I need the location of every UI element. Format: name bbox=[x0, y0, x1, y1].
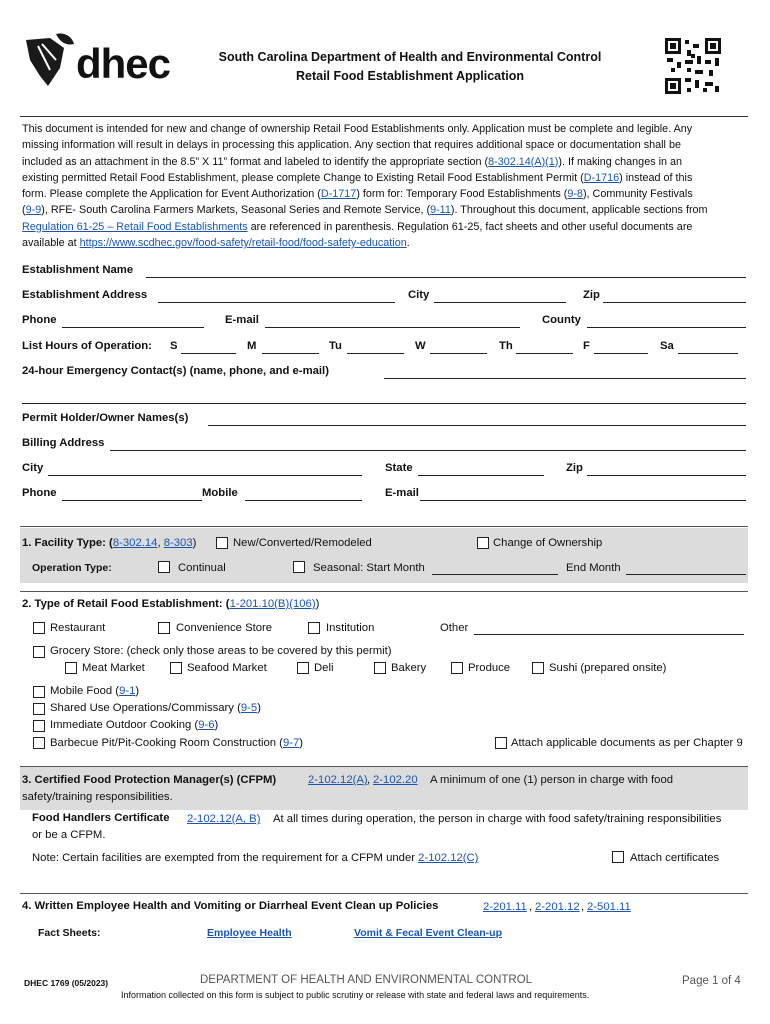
hours-wednesday-field[interactable] bbox=[430, 353, 487, 354]
label-billing-phone: Phone bbox=[22, 487, 57, 499]
deli-checkbox[interactable] bbox=[297, 662, 309, 674]
label-day-m: M bbox=[247, 340, 257, 352]
label-establishment-name: Establishment Name bbox=[22, 264, 134, 276]
label-billing-city: City bbox=[22, 462, 44, 474]
hours-tuesday-field[interactable] bbox=[347, 353, 404, 354]
footer-department: DEPARTMENT OF HEALTH AND ENVIRONMENTAL CONTROL bbox=[200, 974, 533, 986]
label-shared-use bbox=[50, 702, 261, 714]
label-emergency-contact: 24-hour Emergency Contact(s) (name, phone, and e-mail) bbox=[22, 365, 329, 377]
label-other: Other bbox=[440, 622, 469, 634]
label-zip: Zip bbox=[583, 289, 600, 301]
intro-line: This document is intended for new and change of ownership Retail Food Establishments only. Application must be complete and legible. Any bbox=[22, 123, 693, 135]
mobile-food-text: Mobile Food ( bbox=[50, 685, 120, 697]
cfpm-note-text: Note: Certain facilities are exempted from the requirement for a CFPM under bbox=[32, 852, 419, 864]
grocery-store-checkbox[interactable] bbox=[33, 646, 45, 658]
continual-checkbox[interactable] bbox=[158, 561, 170, 573]
label-day-w: W bbox=[415, 340, 426, 352]
label-email: E-mail bbox=[225, 314, 259, 326]
section-2-title bbox=[22, 598, 319, 610]
section-3-title: 3. Certified Food Protection Manager(s) (CFPM) bbox=[22, 774, 277, 786]
billing-zip-field[interactable] bbox=[587, 475, 746, 476]
section-2-divider bbox=[20, 591, 748, 592]
label-permit-holder: Permit Holder/Owner Names(s) bbox=[22, 412, 189, 424]
label-attach-chapter9: Attach applicable documents as per Chapter 9 bbox=[511, 737, 743, 749]
billing-phone-field[interactable] bbox=[62, 500, 202, 501]
billing-email-field[interactable] bbox=[420, 500, 746, 501]
label-day-sa: Sa bbox=[660, 340, 674, 352]
label-seasonal-start: Seasonal: Start Month bbox=[313, 562, 425, 574]
intro-line: missing information will result in delays in processing this application. Any section that requires additional space or documentation shall be bbox=[22, 139, 681, 152]
close-paren: ) bbox=[214, 719, 219, 731]
label-day-th: Th bbox=[499, 340, 513, 352]
section-2-title-text: 2. Type of Retail Food Establishment: ( bbox=[22, 598, 230, 610]
link-2-501-11[interactable]: 2-501.11 bbox=[587, 901, 631, 913]
close-paren: ) bbox=[135, 685, 140, 697]
label-change-ownership: Change of Ownership bbox=[493, 537, 603, 549]
intro-line: ). If making changes in an bbox=[558, 155, 683, 168]
intro-line: . bbox=[406, 237, 410, 250]
city-field[interactable] bbox=[434, 302, 566, 303]
label-attach-certificates: Attach certificates bbox=[630, 852, 720, 864]
hours-thursday-field[interactable] bbox=[516, 353, 573, 354]
link-8-303[interactable]: 8-303 bbox=[163, 537, 193, 549]
label-establishment-address: Establishment Address bbox=[22, 289, 148, 301]
logo-text: dhec bbox=[76, 40, 171, 87]
label-continual: Continual bbox=[178, 562, 226, 574]
outdoor-cooking-checkbox[interactable] bbox=[33, 720, 45, 732]
label-bakery: Bakery bbox=[391, 662, 427, 674]
change-ownership-checkbox[interactable] bbox=[477, 537, 489, 549]
emergency-contact-field-2[interactable] bbox=[22, 403, 746, 404]
link-d-1716[interactable]: D-1716 bbox=[583, 171, 620, 184]
separator: , bbox=[157, 537, 164, 549]
hours-saturday-field[interactable] bbox=[678, 353, 738, 354]
food-handlers-title: Food Handlers Certificate bbox=[32, 812, 170, 824]
qr-code bbox=[665, 38, 721, 94]
link-employee-health[interactable]: Employee Health bbox=[207, 927, 292, 939]
link-2-102-12-ab[interactable]: 2-102.12(A, B) bbox=[187, 813, 261, 825]
intro-line: ), Community Festivals bbox=[582, 188, 693, 201]
mobile-field[interactable] bbox=[245, 500, 362, 501]
outdoor-cooking-text: Immediate Outdoor Cooking ( bbox=[50, 719, 199, 731]
footer-notice: Information collected on this form is subject to public scrutiny or release with state and federal laws and requirements. bbox=[121, 990, 590, 1000]
intro-line: included as an attachment in the 8.5” X 11” format and labeled to identify the appropriate section ( bbox=[22, 155, 489, 168]
hours-friday-field[interactable] bbox=[594, 353, 648, 354]
billing-city-field[interactable] bbox=[48, 475, 362, 476]
meat-market-checkbox[interactable] bbox=[65, 662, 77, 674]
close-paren: ) bbox=[315, 598, 320, 610]
seasonal-checkbox[interactable] bbox=[293, 561, 305, 573]
emergency-contact-field[interactable] bbox=[384, 378, 746, 379]
link-1-201-10[interactable]: 1-201.10(B)(106) bbox=[229, 598, 316, 610]
attach-certificates-checkbox[interactable] bbox=[612, 851, 624, 863]
label-meat-market: Meat Market bbox=[82, 662, 145, 674]
establishment-name-field[interactable] bbox=[146, 277, 746, 278]
label-seafood-market: Seafood Market bbox=[187, 662, 267, 674]
label-phone: Phone bbox=[22, 314, 57, 326]
section-1-title-text: 1. Facility Type: ( bbox=[22, 537, 113, 549]
label-city: City bbox=[408, 289, 430, 301]
intro-line: ) form for: Temporary Food Establishments ( bbox=[356, 188, 568, 201]
link-9-9[interactable]: 9-9 bbox=[25, 204, 42, 217]
intro-line: ). Throughout this document, applicable sections from bbox=[450, 204, 708, 217]
label-hours-of-operation: List Hours of Operation: bbox=[22, 340, 152, 352]
label-new-converted: New/Converted/Remodeled bbox=[233, 537, 372, 549]
institution-checkbox[interactable] bbox=[308, 622, 320, 634]
barbecue-pit-text: Barbecue Pit/Pit-Cooking Room Construction ( bbox=[50, 737, 283, 749]
close-paren: ) bbox=[257, 702, 261, 714]
section-4-divider bbox=[20, 893, 748, 894]
link-vomit-fecal-cleanup[interactable]: Vomit & Fecal Event Clean-up bbox=[354, 927, 502, 939]
label-billing-address: Billing Address bbox=[22, 437, 105, 449]
hours-monday-field[interactable] bbox=[262, 353, 319, 354]
phone-field[interactable] bbox=[62, 327, 204, 328]
establishment-address-field[interactable] bbox=[158, 302, 395, 303]
section-4-title: 4. Written Employee Health and Vomiting or Diarrheal Event Clean up Policies bbox=[22, 900, 439, 912]
intro-line: form. Please complete the Application for Event Authorization ( bbox=[22, 188, 321, 201]
label-operation-type: Operation Type: bbox=[32, 562, 112, 574]
section-1-divider bbox=[20, 526, 748, 527]
label-outdoor-cooking bbox=[50, 719, 218, 731]
label-produce: Produce bbox=[468, 662, 511, 674]
intro-line: ), RFE- South Carolina Farmers Markets, Seasonal Series and Remote Service, ( bbox=[41, 204, 431, 217]
link-2-102-12-c[interactable]: 2-102.12(C) bbox=[418, 852, 479, 864]
label-billing-email: E-mail bbox=[385, 487, 419, 499]
county-field[interactable] bbox=[587, 327, 746, 328]
label-grocery-store: Grocery Store: (check only those areas to be covered by this permit) bbox=[50, 645, 392, 657]
link-9-8[interactable]: 9-8 bbox=[567, 188, 583, 201]
agency-name: South Carolina Department of Health and Environmental Control bbox=[218, 50, 602, 64]
header-divider bbox=[20, 116, 748, 117]
label-restaurant: Restaurant bbox=[50, 622, 106, 634]
form-title: Retail Food Establishment Application bbox=[295, 69, 525, 83]
seafood-market-checkbox[interactable] bbox=[170, 662, 182, 674]
intro-line: available at bbox=[22, 237, 80, 250]
separator: , bbox=[367, 774, 371, 786]
other-type-field[interactable] bbox=[474, 634, 744, 635]
link-2-201-11[interactable]: 2-201.11 bbox=[483, 901, 527, 913]
separator: , bbox=[529, 901, 533, 913]
label-day-f: F bbox=[583, 340, 590, 352]
link-9-7[interactable]: 9-7 bbox=[282, 737, 300, 749]
link-9-11[interactable]: 9-11 bbox=[430, 204, 451, 217]
hours-sunday-field[interactable] bbox=[181, 353, 236, 354]
label-barbecue-pit bbox=[50, 737, 303, 749]
intro-line: ) instead of this bbox=[619, 171, 693, 184]
form-code: DHEC 1769 (05/2023) bbox=[24, 978, 109, 988]
link-9-5[interactable]: 9-5 bbox=[240, 702, 258, 714]
label-county: County bbox=[542, 314, 581, 326]
label-mobile: Mobile bbox=[202, 487, 238, 499]
billing-address-field[interactable] bbox=[110, 450, 746, 451]
bakery-checkbox[interactable] bbox=[374, 662, 386, 674]
permit-holder-field[interactable] bbox=[208, 425, 746, 426]
link-9-1[interactable]: 9-1 bbox=[119, 685, 136, 697]
email-field[interactable] bbox=[265, 327, 520, 328]
mobile-food-checkbox[interactable] bbox=[33, 686, 45, 698]
link-2-102-12-a[interactable]: 2-102.12(A) bbox=[308, 774, 368, 786]
label-day-s: S bbox=[170, 340, 178, 352]
link-2-102-20[interactable]: 2-102.20 bbox=[373, 774, 418, 786]
intro-line: are referenced in parenthesis. Regulation 61-25, fact sheets and other useful documents are bbox=[247, 220, 693, 233]
food-handlers-desc-2: or be a CFPM. bbox=[32, 829, 106, 841]
billing-state-field[interactable] bbox=[418, 475, 544, 476]
start-month-field[interactable] bbox=[432, 574, 558, 575]
close-paren: ) bbox=[299, 737, 304, 749]
link-regulation-61-25[interactable]: Regulation 61-25 – Retail Food Establishments bbox=[22, 220, 248, 233]
end-month-field[interactable] bbox=[626, 574, 746, 575]
shared-use-checkbox[interactable] bbox=[33, 703, 45, 715]
link-8-302-14-facility[interactable]: 8-302.14 bbox=[112, 537, 158, 549]
link-9-6[interactable]: 9-6 bbox=[198, 719, 215, 731]
link-d-1717[interactable]: D-1717 bbox=[320, 188, 357, 201]
section-3-desc: A minimum of one (1) person in charge with food bbox=[430, 774, 674, 786]
attach-chapter9-checkbox[interactable] bbox=[495, 737, 507, 749]
section-1-title bbox=[22, 537, 196, 549]
intro-paragraph bbox=[22, 121, 708, 251]
section-3-desc-2: safety/training responsibilities. bbox=[22, 791, 173, 803]
shared-use-text: Shared Use Operations/Commissary ( bbox=[50, 702, 241, 714]
convenience-store-checkbox[interactable] bbox=[158, 622, 170, 634]
cfpm-note bbox=[32, 852, 478, 864]
new-converted-checkbox[interactable] bbox=[216, 537, 228, 549]
zip-field[interactable] bbox=[603, 302, 746, 303]
label-deli: Deli bbox=[314, 662, 334, 674]
link-scdhec-website[interactable]: https://www.scdhec.gov/food-safety/retail-food/food-safety-education bbox=[79, 237, 407, 250]
label-mobile-food bbox=[50, 685, 139, 697]
link-8-302-14[interactable]: 8-302.14(A)(1) bbox=[488, 155, 559, 168]
food-handlers-desc: At all times during operation, the person in charge with food safety/training responsibilities bbox=[273, 813, 722, 825]
intro-line: ( bbox=[22, 204, 26, 217]
label-fact-sheets: Fact Sheets: bbox=[38, 927, 101, 939]
sushi-checkbox[interactable] bbox=[532, 662, 544, 674]
close-paren: ) bbox=[192, 537, 197, 549]
label-convenience-store: Convenience Store bbox=[176, 622, 273, 634]
barbecue-pit-checkbox[interactable] bbox=[33, 737, 45, 749]
intro-line: existing permitted Retail Food Establishment, please complete Change to Existing Retail Food Establishment Permit ( bbox=[22, 171, 584, 184]
label-billing-zip: Zip bbox=[566, 462, 583, 474]
label-end-month: End Month bbox=[566, 562, 621, 574]
label-sushi: Sushi (prepared onsite) bbox=[549, 662, 667, 674]
label-institution: Institution bbox=[326, 622, 375, 634]
restaurant-checkbox[interactable] bbox=[33, 622, 45, 634]
link-2-201-12[interactable]: 2-201.12 bbox=[535, 901, 580, 913]
label-day-tu: Tu bbox=[329, 340, 342, 352]
produce-checkbox[interactable] bbox=[451, 662, 463, 674]
separator: , bbox=[581, 901, 585, 913]
page-number: Page 1 of 4 bbox=[682, 975, 741, 987]
label-state: State bbox=[385, 462, 413, 474]
